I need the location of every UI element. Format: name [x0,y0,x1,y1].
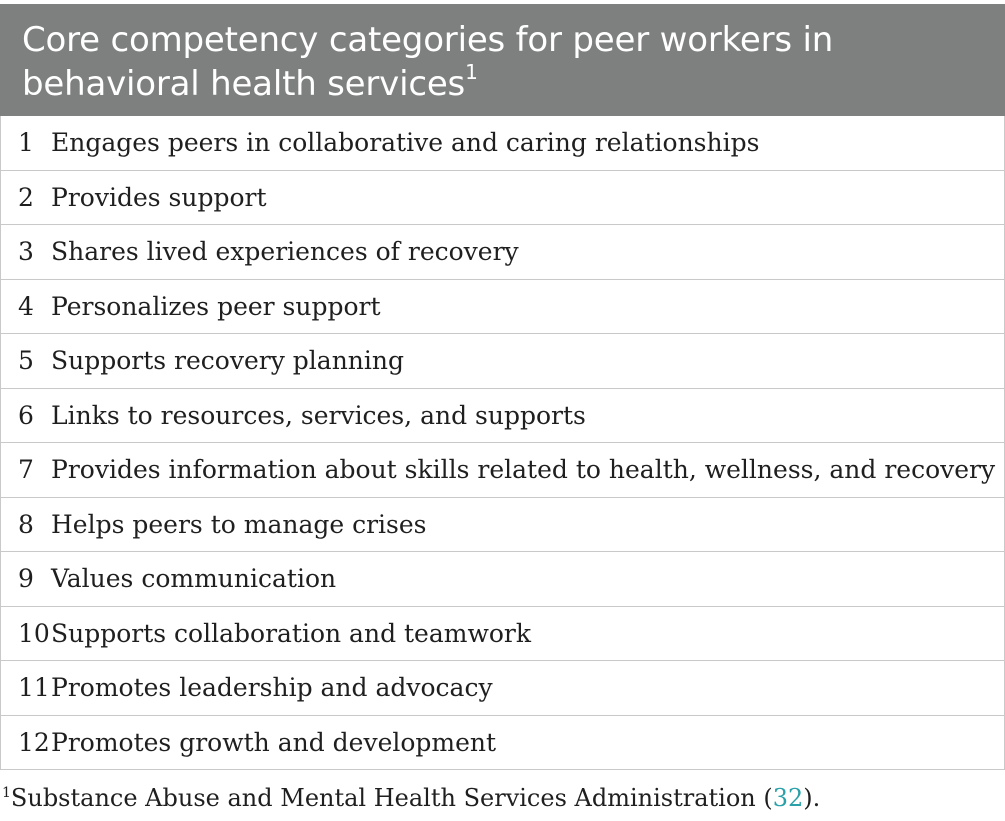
table-row [1,280,1004,335]
table-title-line-1: Core competency categories for peer workers in [22,20,834,60]
table-title [0,4,1005,116]
row-number: 8 [18,509,34,539]
row-competency-text: Promotes growth and development [51,727,497,757]
row-competency-text: Helps peers to manage crises [51,509,427,539]
table-row [1,498,1004,553]
row-competency-text: Shares lived experiences of recovery [51,237,519,267]
competency-table [0,4,1005,770]
row-competency-text: Links to resources, services, and supports [51,400,586,430]
row-competency-text: Provides information about skills related to health, wellness, and recovery [51,455,996,485]
footnote-reference-link[interactable]: 32 [772,784,804,812]
row-competency-text: Personalizes peer support [51,291,381,321]
row-number: 3 [18,237,34,267]
table-row [1,607,1004,662]
table-title-line-2: behavioral health services [22,64,466,104]
row-number: 10 [18,618,50,648]
row-competency-text: Promotes leadership and advocacy [51,673,493,703]
footnote-marker: 1 [2,785,11,801]
row-competency-text: Values communication [51,564,337,594]
table-row [1,443,1004,498]
footnote-text: Substance Abuse and Mental Health Services Administration ( [10,784,773,812]
table-row [1,171,1004,226]
table-row [1,116,1004,171]
footnote-text-end: ). [803,784,821,812]
table-row [1,225,1004,280]
row-number: 11 [18,673,50,703]
row-number: 2 [18,182,34,212]
row-number: 9 [18,564,34,594]
row-number: 4 [18,291,34,321]
row-competency-text: Engages peers in collaborative and caring relationships [51,128,760,158]
table-row [1,334,1004,389]
row-number: 1 [18,128,34,158]
row-competency-text: Provides support [51,182,267,212]
table-row [1,716,1004,771]
table-row [1,389,1004,444]
row-number: 6 [18,400,34,430]
row-number: 7 [18,455,34,485]
table-row [1,661,1004,716]
row-number: 5 [18,346,34,376]
table-footnote [2,784,820,812]
title-footnote-marker: 1 [465,59,478,84]
table-body [0,116,1005,770]
row-competency-text: Supports recovery planning [51,346,405,376]
row-competency-text: Supports collaboration and teamwork [51,618,532,648]
table-row [1,552,1004,607]
row-number: 12 [18,727,50,757]
